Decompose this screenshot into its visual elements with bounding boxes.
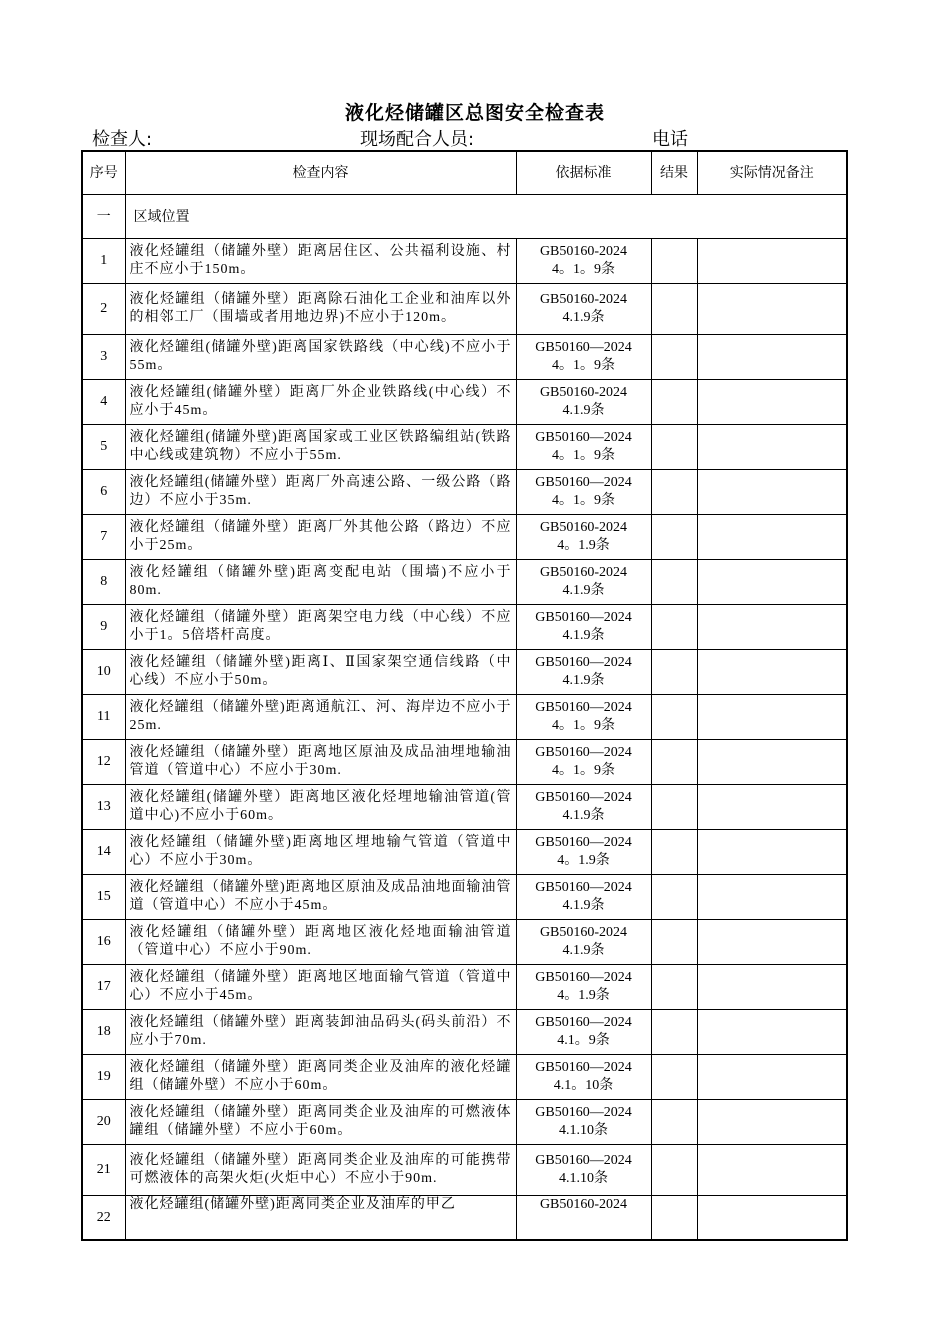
standard-reference: [516, 695, 651, 740]
row-number: 12: [82, 740, 125, 785]
column-header-result: 结果: [651, 151, 697, 195]
standard-code: GB50160—2024: [535, 880, 632, 895]
standard-clause: 4。1.9条: [557, 538, 610, 553]
standard-code: GB50160—2024: [535, 1153, 632, 1168]
check-content: 液化烃罐组(储罐外壁)距离国家或工业区铁路编组站(铁路中心线或建筑物）不应小于55m.: [125, 425, 516, 470]
result-cell[interactable]: [651, 785, 697, 830]
standard-reference: [516, 650, 651, 695]
result-cell[interactable]: [651, 605, 697, 650]
standard-reference: [516, 425, 651, 470]
standard-code: GB50160—2024: [535, 430, 632, 445]
standard-clause: 4.1.10条: [559, 1123, 608, 1138]
table-row: [82, 740, 847, 785]
result-cell[interactable]: [651, 1010, 697, 1055]
check-content: 液化烃罐组（储罐外壁)距离地区埋地输气管道（管道中心）不应小于30m。: [125, 830, 516, 875]
standard-clause: 4。1。9条: [552, 763, 615, 778]
remarks-cell[interactable]: [697, 1145, 847, 1196]
table-row: [82, 1100, 847, 1145]
standard-code: GB50160—2024: [535, 1015, 632, 1030]
remarks-cell[interactable]: [697, 605, 847, 650]
table-row: [82, 515, 847, 560]
table-row: [82, 830, 847, 875]
column-header-standard: 依据标准: [516, 151, 651, 195]
standard-code: GB50160—2024: [535, 745, 632, 760]
check-content: 液化烃罐组(储罐外壁)距离同类企业及油库的甲乙: [125, 1196, 516, 1241]
table-row: [82, 335, 847, 380]
standard-code: GB50160—2024: [535, 1060, 632, 1075]
standard-reference: [516, 1100, 651, 1145]
section-title: 区域位置: [125, 195, 847, 239]
row-number: 20: [82, 1100, 125, 1145]
remarks-cell[interactable]: [697, 470, 847, 515]
result-cell[interactable]: [651, 560, 697, 605]
standard-reference: [516, 470, 651, 515]
standard-clause: 4。1。9条: [552, 262, 615, 277]
remarks-cell[interactable]: [697, 1010, 847, 1055]
standard-code: GB50160-2024: [539, 925, 628, 940]
check-content: 液化烃罐组（储罐外壁）距离架空电力线（中心线）不应小于1。5倍塔杆高度。: [125, 605, 516, 650]
row-number: 2: [82, 284, 125, 335]
result-cell[interactable]: [651, 965, 697, 1010]
row-number: 22: [82, 1196, 125, 1241]
row-number: 21: [82, 1145, 125, 1196]
row-number: 14: [82, 830, 125, 875]
standard-reference: [516, 284, 651, 335]
row-number: 8: [82, 560, 125, 605]
standard-reference: [516, 1145, 651, 1196]
inspector-label: 检查人:: [92, 129, 153, 150]
result-cell[interactable]: [651, 650, 697, 695]
table-row: [82, 470, 847, 515]
table-row: [82, 875, 847, 920]
row-number: 17: [82, 965, 125, 1010]
standard-clause: 4.1.9条: [562, 808, 605, 823]
standard-code: GB50160—2024: [535, 610, 632, 625]
standard-code: GB50160-2024: [539, 244, 628, 259]
check-content: 液化烃罐组(储罐外壁）距离厂外高速公路、一级公路（路边）不应小于35m.: [125, 470, 516, 515]
standard-reference: [516, 740, 651, 785]
remarks-cell[interactable]: [697, 1055, 847, 1100]
standard-clause: 4.1。9条: [557, 1033, 610, 1048]
standard-reference: [516, 785, 651, 830]
standard-code: GB50160-2024: [539, 385, 628, 400]
remarks-cell[interactable]: [697, 830, 847, 875]
remarks-cell[interactable]: [697, 284, 847, 335]
standard-clause: 4.1.9条: [562, 628, 605, 643]
remarks-cell[interactable]: [697, 1100, 847, 1145]
standard-code: GB50160—2024: [535, 790, 632, 805]
remarks-cell[interactable]: [697, 425, 847, 470]
check-content: 液化烃罐组（储罐外壁）距离地区地面输气管道（管道中心）不应小于45m。: [125, 965, 516, 1010]
section-row: [82, 195, 847, 239]
check-content: 液化烃罐组（储罐外壁）距离地区液化烃地面输油管道（管道中心）不应小于90m.: [125, 920, 516, 965]
page-title: 液化烃储罐区总图安全检查表: [344, 102, 605, 124]
standard-reference: [516, 515, 651, 560]
row-number: 11: [82, 695, 125, 740]
table-row: [82, 1055, 847, 1100]
result-cell[interactable]: [651, 920, 697, 965]
standard-clause: 4.1.9条: [562, 310, 605, 325]
phone-label: 电话: [652, 129, 688, 150]
standard-code: GB50160-2024: [539, 565, 628, 580]
standard-code: GB50160—2024: [535, 835, 632, 850]
row-number: 15: [82, 875, 125, 920]
row-number: 13: [82, 785, 125, 830]
result-cell[interactable]: [651, 284, 697, 335]
section-number: 一: [82, 195, 125, 239]
standard-reference: [516, 830, 651, 875]
check-content: 液化烃罐组（储罐外壁)距离地区原油及成品油地面输油管道（管道中心）不应小于45m。: [125, 875, 516, 920]
result-cell[interactable]: [651, 1196, 697, 1241]
remarks-cell[interactable]: [697, 965, 847, 1010]
standard-code: GB50160-2024: [539, 292, 628, 307]
remarks-cell[interactable]: [697, 875, 847, 920]
table-row: [82, 920, 847, 965]
row-number: 6: [82, 470, 125, 515]
table-row: [82, 605, 847, 650]
standard-clause: 4.1.9条: [562, 898, 605, 913]
standard-reference: [516, 605, 651, 650]
standard-clause: 4。1。9条: [552, 358, 615, 373]
row-number: 18: [82, 1010, 125, 1055]
standard-clause: 4.1.10条: [559, 1171, 608, 1186]
row-number: 3: [82, 335, 125, 380]
row-number: 19: [82, 1055, 125, 1100]
row-number: 4: [82, 380, 125, 425]
result-cell[interactable]: [651, 470, 697, 515]
standard-code: GB50160—2024: [535, 655, 632, 670]
table-row: [82, 965, 847, 1010]
standard-reference: [516, 380, 651, 425]
table-row: [82, 560, 847, 605]
column-header-content: 检查内容: [125, 151, 516, 195]
cooperator-label: 现场配合人员:: [360, 129, 475, 150]
result-cell[interactable]: [651, 239, 697, 284]
result-cell[interactable]: [651, 830, 697, 875]
check-content: 液化烃罐组(储罐外壁）距离地区液化烃埋地输油管道(管道中心)不应小于60m。: [125, 785, 516, 830]
standard-reference: [516, 239, 651, 284]
standard-reference: [516, 920, 651, 965]
result-cell[interactable]: [651, 1055, 697, 1100]
remarks-cell[interactable]: [697, 335, 847, 380]
row-number: 7: [82, 515, 125, 560]
result-cell[interactable]: [651, 1145, 697, 1196]
check-content: 液化烃罐组（储罐外壁）距离同类企业及油库的可能携带可燃液体的高架火炬(火炬中心）不应小于90m.: [125, 1145, 516, 1196]
remarks-cell[interactable]: [697, 1196, 847, 1241]
standard-reference: [516, 875, 651, 920]
standard-clause: 4.1.9条: [562, 943, 605, 958]
result-cell[interactable]: [651, 695, 697, 740]
inspection-table: [81, 150, 848, 1241]
standard-clause: 4.1。10条: [553, 1078, 614, 1093]
row-number: 1: [82, 239, 125, 284]
standard-clause: 4。1.9条: [557, 853, 610, 868]
table-row: [82, 1145, 847, 1196]
remarks-cell[interactable]: [697, 695, 847, 740]
check-content: 液化烃罐组（储罐外壁）距离同类企业及油库的可燃液体罐组（储罐外壁）不应小于60m。: [125, 1100, 516, 1145]
table-row: [82, 1196, 847, 1241]
standard-clause: 4.1.9条: [562, 673, 605, 688]
row-number: 9: [82, 605, 125, 650]
check-content: 液化烃罐组（储罐外壁)距离通航江、河、海岸边不应小于25m.: [125, 695, 516, 740]
check-content: 液化烃罐组（储罐外壁)距离Ⅰ、Ⅱ国家架空通信线路（中心线）不应小于50m。: [125, 650, 516, 695]
result-cell[interactable]: [651, 740, 697, 785]
check-content: 液化烃罐组（储罐外壁）距离同类企业及油库的液化烃罐组（储罐外壁）不应小于60m。: [125, 1055, 516, 1100]
standard-clause: 4。1.9条: [557, 988, 610, 1003]
table-row: [82, 425, 847, 470]
remarks-cell[interactable]: [697, 515, 847, 560]
check-content: 液化烃罐组（储罐外壁）距离居住区、公共福利设施、村庄不应小于150m。: [125, 239, 516, 284]
standard-clause: 4。1。9条: [552, 493, 615, 508]
remarks-cell[interactable]: [697, 740, 847, 785]
standard-code: GB50160—2024: [535, 340, 632, 355]
check-content: 液化烃罐组(储罐外壁）距离厂外企业铁路线(中心线）不应小于45m。: [125, 380, 516, 425]
check-content: 液化烃罐组（储罐外壁）距离地区原油及成品油埋地输油管道（管道中心）不应小于30m.: [125, 740, 516, 785]
standard-reference: [516, 335, 651, 380]
table-row: [82, 695, 847, 740]
row-number: 10: [82, 650, 125, 695]
remarks-cell[interactable]: [697, 239, 847, 284]
result-cell[interactable]: [651, 335, 697, 380]
remarks-cell[interactable]: [697, 785, 847, 830]
result-cell[interactable]: [651, 1100, 697, 1145]
standard-reference: [516, 1055, 651, 1100]
table-row: [82, 785, 847, 830]
result-cell[interactable]: [651, 515, 697, 560]
standard-code: GB50160—2024: [535, 700, 632, 715]
standard-reference: [516, 965, 651, 1010]
standard-clause: 4.1.9条: [562, 403, 605, 418]
result-cell[interactable]: [651, 380, 697, 425]
remarks-cell[interactable]: [697, 560, 847, 605]
check-content: 液化烃罐组（储罐外壁）距离除石油化工企业和油库以外的相邻工厂（围墙或者用地边界)不应小于120m。: [125, 284, 516, 335]
check-content: 液化烃罐组（储罐外壁)距离变配电站（围墙)不应小于80m.: [125, 560, 516, 605]
table-row: [82, 380, 847, 425]
standard-code: GB50160-2024: [539, 1197, 628, 1212]
row-number: 5: [82, 425, 125, 470]
standard-code: GB50160-2024: [539, 520, 628, 535]
standard-clause: 4。1。9条: [552, 718, 615, 733]
remarks-cell[interactable]: [697, 920, 847, 965]
standard-clause: 4.1.9条: [562, 583, 605, 598]
check-content: 液化烃罐组（储罐外壁）距离装卸油品码头(码头前沿）不应小于70m.: [125, 1010, 516, 1055]
result-cell[interactable]: [651, 425, 697, 470]
standard-code: GB50160—2024: [535, 1105, 632, 1120]
table-row: [82, 284, 847, 335]
result-cell[interactable]: [651, 875, 697, 920]
column-header-remarks: 实际情况备注: [697, 151, 847, 195]
table-row: [82, 1010, 847, 1055]
standard-reference: [516, 1010, 651, 1055]
standard-reference: [516, 560, 651, 605]
standard-code: GB50160—2024: [535, 475, 632, 490]
table-row: [82, 239, 847, 284]
check-content: 液化烃罐组(储罐外壁)距离国家铁路线（中心线)不应小于55m。: [125, 335, 516, 380]
table-header-row: [82, 151, 847, 195]
standard-reference: [516, 1196, 651, 1241]
standard-code: GB50160—2024: [535, 970, 632, 985]
check-content: 液化烃罐组（储罐外壁）距离厂外其他公路（路边）不应小于25m。: [125, 515, 516, 560]
remarks-cell[interactable]: [697, 380, 847, 425]
column-header-num: 序号: [82, 151, 125, 195]
remarks-cell[interactable]: [697, 650, 847, 695]
standard-clause: 4。1。9条: [552, 448, 615, 463]
table-row: [82, 650, 847, 695]
row-number: 16: [82, 920, 125, 965]
